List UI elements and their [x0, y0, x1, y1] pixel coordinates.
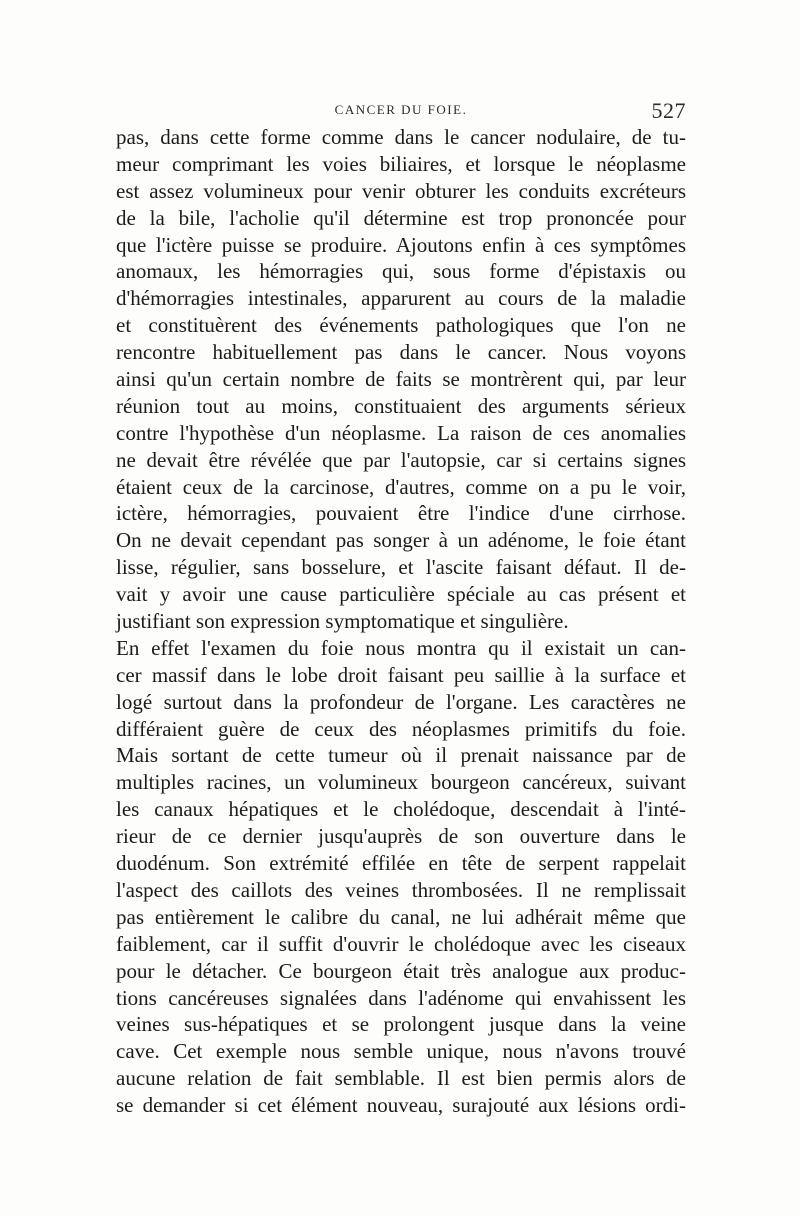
text-line: cave. Cet exemple nous semble unique, nous n'avons trouvé: [116, 1039, 686, 1064]
text-line: faiblement, car il suffit d'ouvrir le cholédoque avec les ciseaux: [116, 931, 686, 956]
text-line: ictère, hémorragies, pouvaient être l'indice d'une cirrhose.: [116, 501, 686, 526]
text-line: tions cancéreuses signalées dans l'adénome qui envahissent les: [116, 985, 686, 1010]
text-line: duodénum. Son extrémité effilée en tête de serpent rappelait: [116, 851, 686, 876]
body-text: [116, 124, 686, 1119]
text-line: est assez volumineux pour venir obturer les conduits excréteurs: [116, 178, 686, 203]
text-line: contre l'hypothèse d'un néoplasme. La raison de ces anomalies: [116, 420, 686, 445]
text-line: cer massif dans le lobe droit faisant peu saillie à la surface et: [116, 662, 686, 687]
text-line: rencontre habituellement pas dans le cancer. Nous voyons: [116, 340, 686, 365]
text-line: pas, dans cette forme comme dans le cancer nodulaire, de tu-: [116, 125, 686, 149]
text-line: ne devait être révélée que par l'autopsie, car si certains signes: [116, 447, 686, 472]
text-line: rieur de ce dernier jusqu'auprès de son ouverture dans le: [116, 824, 686, 849]
paragraph-1: [116, 124, 686, 635]
text-line: ainsi qu'un certain nombre de faits se montrèrent qui, par leur: [116, 367, 686, 392]
page-number: 527: [651, 98, 686, 123]
text-line: On ne devait cependant pas songer à un adénome, le foie étant: [116, 528, 686, 553]
text-line: multiples racines, un volumineux bourgeon cancéreux, suivant: [116, 770, 686, 795]
running-title: CANCER DU FOIE.: [334, 102, 468, 117]
text-line: que l'ictère puisse se produire. Ajoutons enfin à ces symptômes: [116, 232, 686, 257]
text-line: vait y avoir une cause particulière spéciale au cas présent et: [116, 582, 686, 607]
text-line: justifiant son expression symptomatique et singulière.: [116, 609, 569, 634]
text-line: les canaux hépatiques et le cholédoque, descendait à l'inté-: [116, 797, 686, 822]
text-line: de la bile, l'acholie qu'il détermine est trop prononcée pour: [116, 205, 686, 230]
text-line: veines sus-hépatiques et se prolongent jusque dans la veine: [116, 1012, 686, 1037]
text-line: pas entièrement le calibre du canal, ne lui adhérait même que: [116, 904, 686, 929]
text-line: l'aspect des caillots des veines thrombosées. Il ne remplissait: [116, 877, 686, 902]
text-line: anomaux, les hémorragies qui, sous forme d'épistaxis ou: [116, 259, 686, 284]
text-line: En effet l'examen du foie nous montra qu il existait un can-: [116, 635, 686, 660]
running-header: [116, 98, 686, 124]
paragraph-2: [116, 635, 686, 1119]
text-line: réunion tout au moins, constituaient des arguments sérieux: [116, 393, 686, 418]
text-line: d'hémorragies intestinales, apparurent au cours de la maladie: [116, 286, 686, 311]
text-line: lisse, régulier, sans bosselure, et l'ascite faisant défaut. Il de-: [116, 555, 686, 580]
text-line: logé surtout dans la profondeur de l'organe. Les caractères ne: [116, 689, 686, 714]
text-line: Mais sortant de cette tumeur où il prenait naissance par de: [116, 743, 686, 768]
text-line: pour le détacher. Ce bourgeon était très analogue aux produc-: [116, 958, 686, 983]
text-line: étaient ceux de la carcinose, d'autres, comme on a pu le voir,: [116, 474, 686, 499]
text-line: différaient guère de ceux des néoplasmes primitifs du foie.: [116, 716, 686, 741]
text-line: aucune relation de fait semblable. Il est bien permis alors de: [116, 1066, 686, 1091]
text-line: meur comprimant les voies biliaires, et lorsque le néoplasme: [116, 151, 686, 176]
text-line: et constituèrent des événements pathologiques que l'on ne: [116, 313, 686, 338]
text-line: se demander si cet élément nouveau, surajouté aux lésions ordi-: [116, 1093, 686, 1118]
